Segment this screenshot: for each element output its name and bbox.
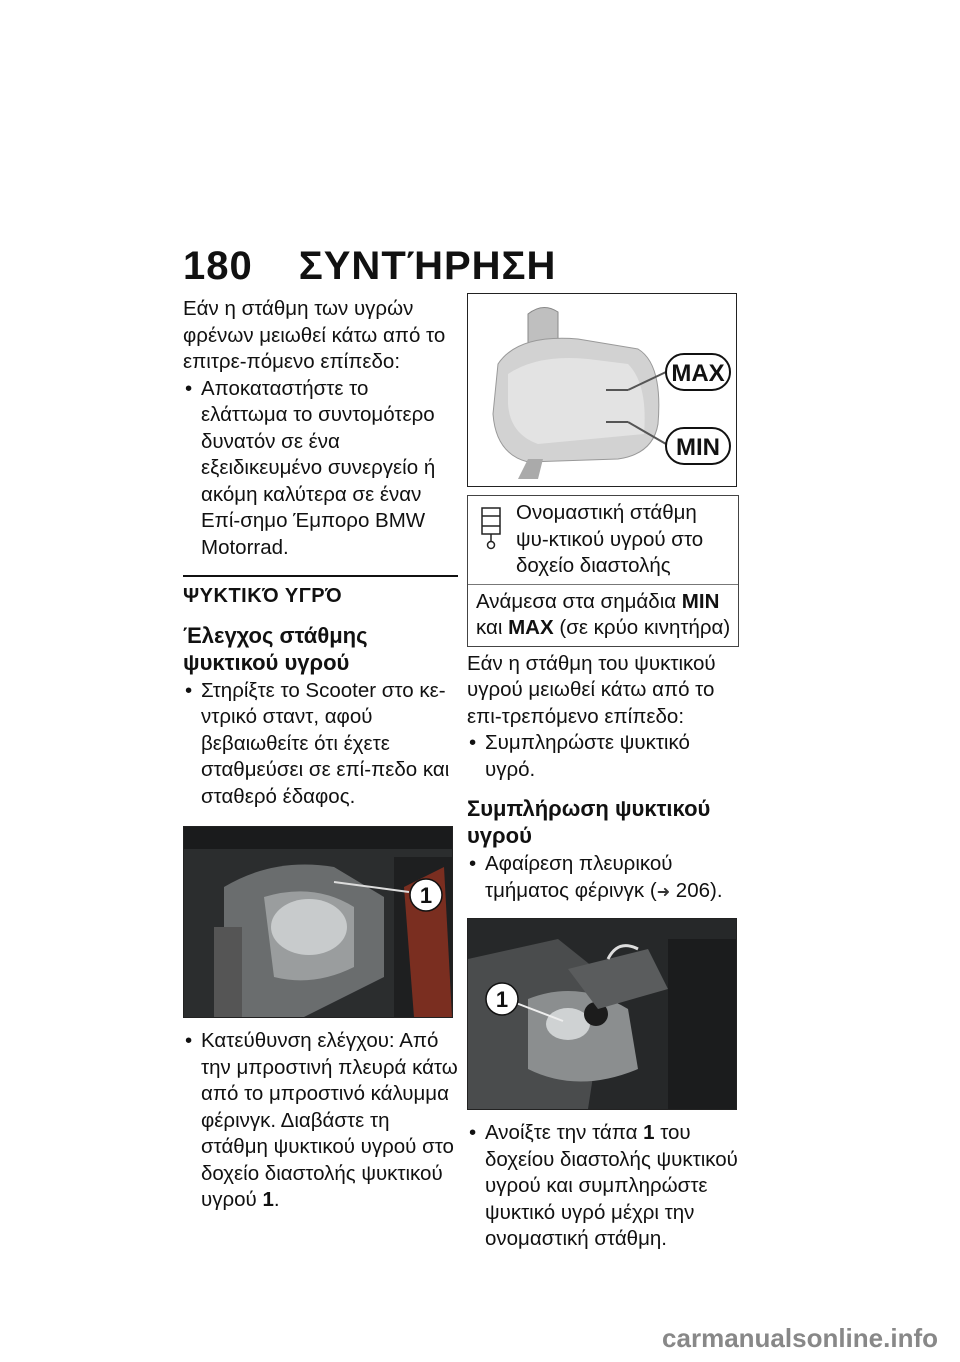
list-item: • Στηρίξτε το Scooter στο κε-ντρικό σταντ, αφού βεβαιωθείτε ότι έχετε σταθμεύσει σε επί-πεδο και σταθερό έδαφος. <box>183 678 458 811</box>
coolant-level-icon <box>476 504 506 550</box>
subheading-fill-coolant: Συμπλήρωση ψυκτικού υγρού <box>467 796 711 848</box>
list-item-end: . <box>273 1188 280 1211</box>
list-item-text: Κατεύθυνση ελέγχου: Από την μπροστινή πλευρά κάτω από το μπροστινό κάλυμμα φέρινγκ. Διαβάστε τη στάθμη ψυκτικού υγρού στο δοχείο διαστολής ψυκτικού υγρού <box>201 1029 458 1211</box>
min-mark: MIN <box>681 589 720 613</box>
page-title: ΣΥΝΤΉΡΗΣΗ <box>298 244 557 288</box>
spec-value-text: (σε κρύο κινητήρα) <box>553 616 731 639</box>
page-number: 180 <box>183 244 253 288</box>
list-item <box>467 851 742 906</box>
max-label: MAX <box>671 360 725 387</box>
list-item-end: ). <box>710 878 723 902</box>
list-item: • Συμπληρώστε ψυκτικό υγρό. <box>467 730 742 783</box>
spec-table <box>467 495 739 647</box>
reference-number: 1 <box>643 1121 655 1144</box>
section-title-coolant: ΨΥΚΤΙΚΌ ΥΓΡΌ <box>183 575 458 610</box>
reference-number: 1 <box>262 1188 274 1211</box>
subheading-check-coolant: Έλεγχος στάθμης ψυκτικού υγρού <box>183 622 368 675</box>
spec-label: Ονομαστική στάθμη ψυ-κτικού υγρού στο δοχείο διαστολής <box>516 501 704 577</box>
watermark: carmanualsonline.info <box>662 1323 938 1353</box>
page-reference-link[interactable]: 206 <box>675 878 711 902</box>
coolant-low-intro: Εάν η στάθμη του ψυκτικού υγρού μειωθεί κάτω από το επι-τρεπόμενο επίπεδο: <box>467 651 716 728</box>
list-item: • Αποκαταστήστε το ελάττωμα το συντομότερο δυνατόν σε ένα εξειδικευμένο συνεργείο ή ακόμη καλύτερα σε έναν Επί-σημο Έμπορο BMW Motorrad. <box>183 376 458 562</box>
min-label: MIN <box>676 434 720 461</box>
figure-illustration <box>468 919 736 1109</box>
left-column <box>183 296 458 1214</box>
page-header <box>183 244 556 289</box>
spec-value-text: και <box>476 616 509 639</box>
list-item-text: Αφαίρεση πλευρικού τμήματος φέρινγκ ( <box>485 852 673 902</box>
callout-1: 1 <box>495 987 509 1012</box>
spec-label-row <box>468 496 738 585</box>
max-mark: MAX <box>508 616 554 639</box>
page-reference-arrow-icon: ➜ <box>656 883 671 901</box>
callout-1: 1 <box>419 883 433 908</box>
right-column <box>467 293 742 1253</box>
spec-value-text: Ανάμεσα στα σημάδια <box>476 589 682 613</box>
figure-illustration <box>468 294 736 486</box>
figure-coolant-reservoir-location <box>183 826 453 1018</box>
list-item <box>467 1120 742 1253</box>
spec-value <box>468 585 738 646</box>
list-item-text: Ανοίξτε την τάπα <box>485 1121 644 1144</box>
list-item-text: του δοχείου διαστολής ψυκτικού υγρού και συμπληρώστε ψυκτικό υγρό μέχρι την ονομαστική στάθμη. <box>485 1121 738 1250</box>
brake-fluid-intro: Εάν η στάθμη των υγρών φρένων μειωθεί κάτω από το επιτρε-πόμενο επίπεδο: <box>183 297 446 373</box>
figure-reservoir-cap <box>467 918 737 1110</box>
figure-illustration <box>184 827 452 1017</box>
list-item <box>183 1028 458 1214</box>
figure-reservoir-max-min <box>467 293 737 487</box>
